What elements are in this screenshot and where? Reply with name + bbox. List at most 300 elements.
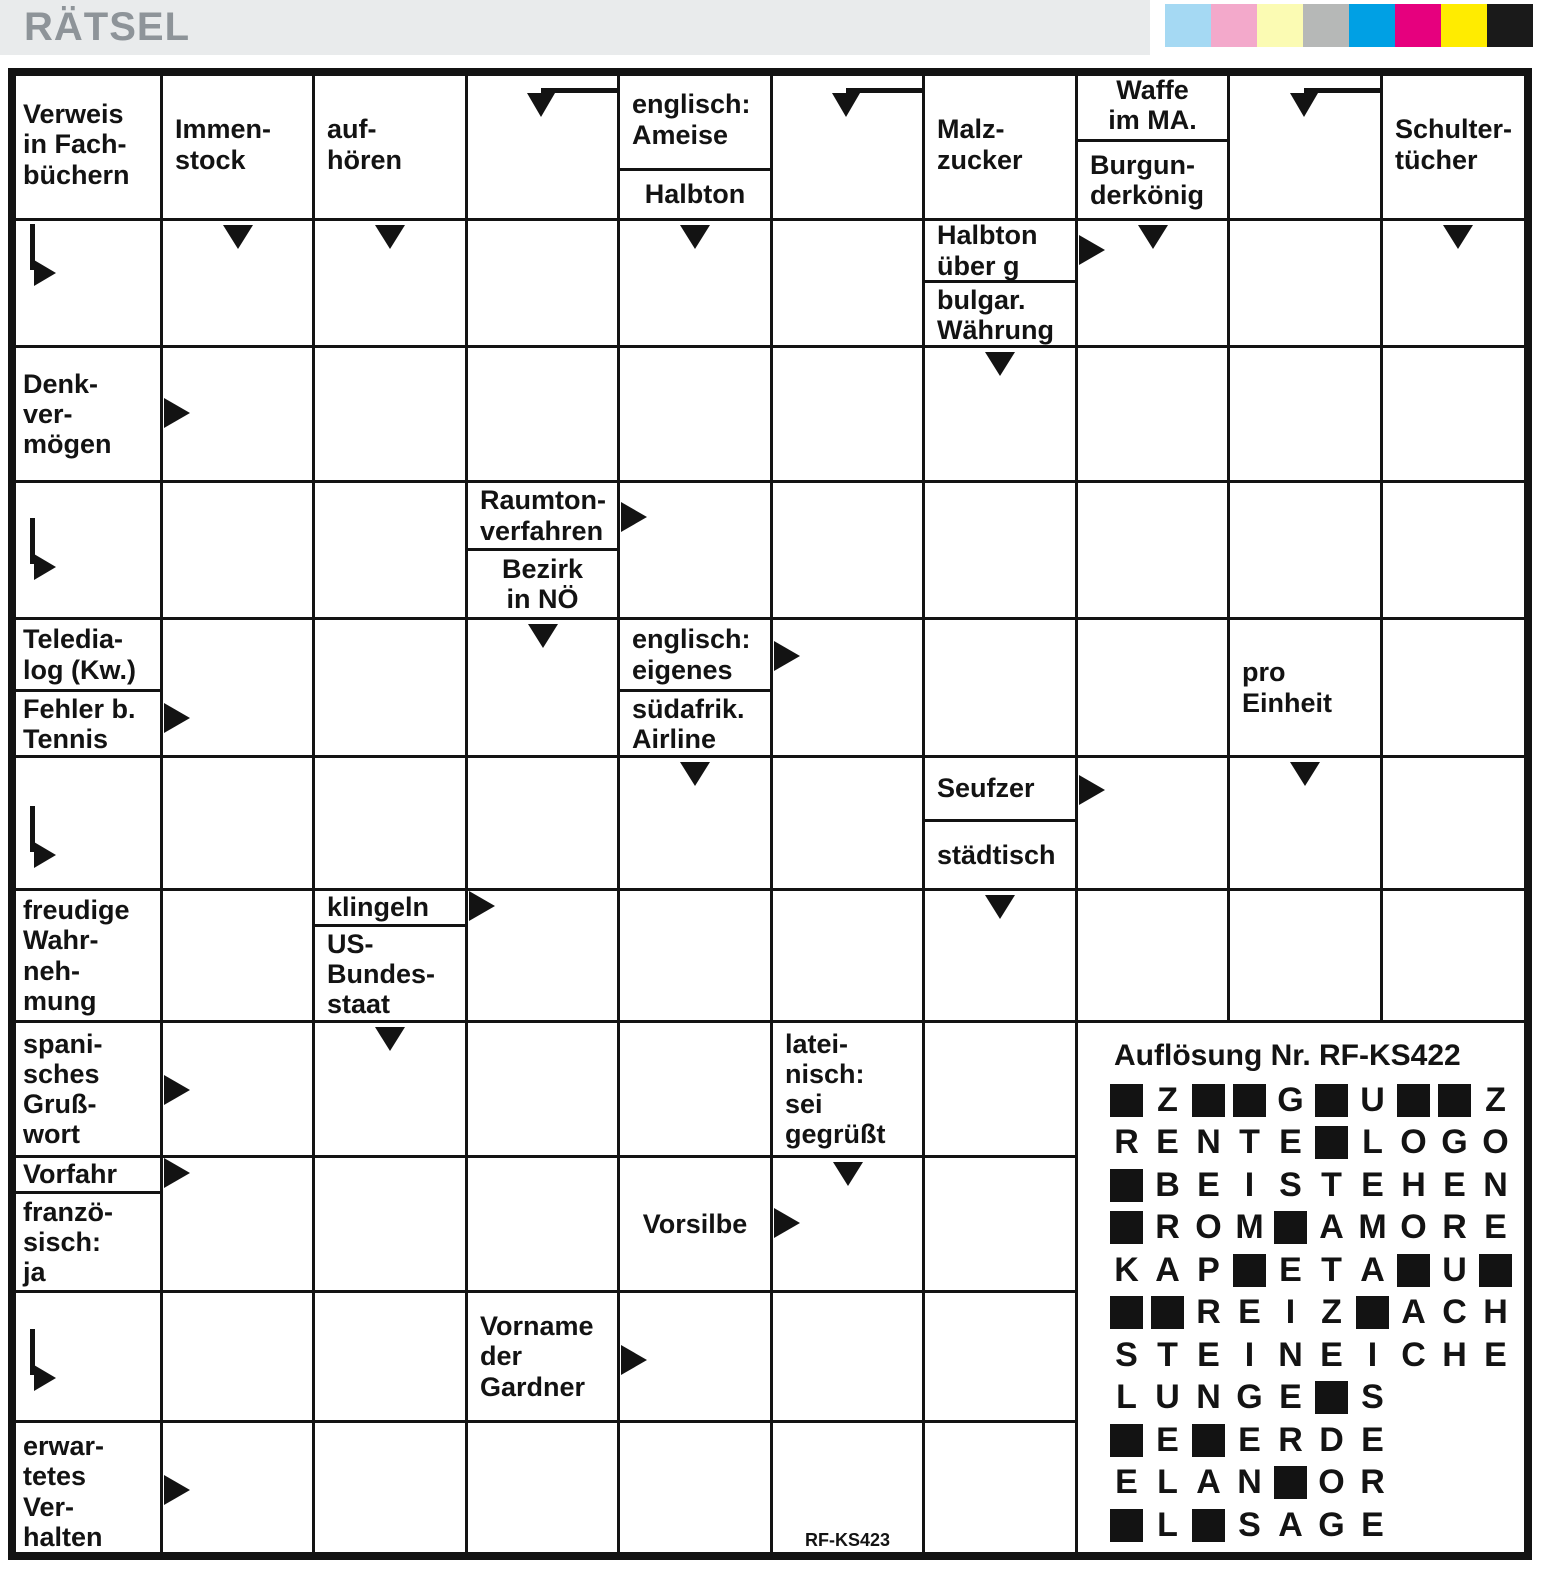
clue-cell [617, 617, 773, 758]
solution-cell: G [1236, 1378, 1263, 1417]
color-calibration-bar [1211, 4, 1257, 47]
clue-line: Schulter- [1395, 114, 1513, 145]
answer-cell [465, 755, 620, 891]
clue-cell [770, 1020, 925, 1158]
clue-line: ja [23, 1257, 46, 1288]
clue-line: sches [23, 1058, 100, 1089]
solution-row [1106, 1377, 1516, 1420]
right-arrow-icon [621, 1345, 647, 1375]
solution-row [1106, 1207, 1516, 1250]
solution-cell: R [1442, 1208, 1467, 1247]
solution-cell: U [1155, 1378, 1180, 1417]
solution-black-square [1315, 1126, 1348, 1159]
clue-line: Burgun- [1090, 149, 1195, 180]
down-arrow-icon [1138, 225, 1168, 249]
right-arrow-icon [164, 703, 190, 733]
solution-cell [1188, 1504, 1229, 1547]
answer-cell [922, 617, 1078, 758]
solution-cell [1270, 1207, 1311, 1250]
clue-line: Malz- [937, 114, 1005, 145]
solution-title: Auflösung Nr. RF-KS422 [1114, 1039, 1461, 1072]
solution-cell: P [1197, 1250, 1220, 1289]
solution-cell [1106, 1292, 1147, 1335]
solution-cell: I [1244, 1335, 1255, 1374]
solution-cell: E [1320, 1335, 1343, 1374]
right-arrow-icon [164, 398, 190, 428]
solution-cell: N [1196, 1123, 1221, 1162]
clue-line: Gardner [480, 1371, 586, 1402]
clue-section-bottom [1078, 142, 1227, 218]
solution-cell: O [1482, 1123, 1509, 1162]
solution-cell: I [1244, 1165, 1255, 1204]
solution-row [1106, 1292, 1516, 1335]
clue-cell [312, 888, 468, 1023]
solution-cell [1188, 1079, 1229, 1122]
solution-cell [1311, 1079, 1352, 1122]
answer-cell [617, 1020, 773, 1158]
clue-cell [1075, 68, 1230, 221]
solution-cell [1393, 1079, 1434, 1122]
solution-cell: E [1197, 1335, 1220, 1374]
answer-cell [770, 755, 925, 891]
answer-cell [770, 888, 925, 1023]
solution-cell [1393, 1249, 1434, 1292]
solution-cell: H [1401, 1165, 1426, 1204]
answer-cell [312, 755, 468, 891]
solution-black-square [1110, 1296, 1143, 1329]
solution-cell: I [1285, 1293, 1296, 1332]
solution-black-square [1110, 1424, 1143, 1457]
answer-cell [160, 755, 315, 891]
color-calibration-bar [1395, 4, 1441, 47]
solution-cell [1311, 1122, 1352, 1165]
solution-cell: E [1279, 1250, 1302, 1289]
solution-cell: A [1196, 1463, 1221, 1502]
clue-line: Währung [937, 315, 1054, 346]
bend-down-arrow-icon [527, 93, 555, 117]
clue-line: zucker [937, 144, 1023, 175]
clue-cell [922, 68, 1078, 221]
clue-cell [465, 480, 620, 620]
down-arrow-icon [375, 1027, 405, 1051]
clue-section [925, 71, 1075, 218]
solution-black-square [1110, 1509, 1143, 1542]
clue-line: englisch: [632, 624, 751, 655]
solution-cell [1352, 1292, 1393, 1335]
solution-black-square [1110, 1084, 1143, 1117]
clue-cell [1380, 68, 1532, 221]
solution-cell: S [1279, 1165, 1302, 1204]
clue-cell [160, 68, 315, 221]
solution-black-square [1315, 1084, 1348, 1117]
right-arrow-icon [621, 502, 647, 532]
solution-row [1106, 1334, 1516, 1377]
solution-black-square [1274, 1211, 1307, 1244]
answer-cell [1380, 480, 1532, 620]
solution-cell: U [1360, 1080, 1385, 1119]
solution-row [1106, 1504, 1516, 1547]
color-calibration-bar [1257, 4, 1303, 47]
solution-cell [1229, 1079, 1270, 1122]
answer-cell [465, 1420, 620, 1560]
solution-cell: R [1155, 1208, 1180, 1247]
answer-cell [1227, 345, 1383, 483]
clue-line: wort [23, 1119, 80, 1150]
clue-line: Fehler b. [23, 694, 136, 724]
answer-cell [312, 1420, 468, 1560]
bend-right-arrow-icon [34, 1365, 56, 1391]
answer-cell [1380, 617, 1532, 758]
solution-cell: I [1367, 1335, 1378, 1374]
clue-section [11, 348, 160, 480]
solution-cell [1147, 1292, 1188, 1335]
clue-cell [8, 1020, 163, 1158]
solution-cell: E [1197, 1165, 1220, 1204]
solution-cell: T [1157, 1335, 1178, 1374]
down-arrow-icon [985, 895, 1015, 919]
clue-cell [8, 888, 163, 1023]
solution-cell: C [1401, 1335, 1426, 1374]
answer-cell [312, 345, 468, 483]
answer-cell [770, 218, 925, 348]
clue-section [11, 1023, 160, 1155]
solution-cell: E [1484, 1335, 1507, 1374]
solution-cell: A [1401, 1293, 1426, 1332]
solution-cell: A [1278, 1505, 1303, 1544]
answer-cell [922, 1290, 1078, 1423]
solution-cell: A [1360, 1250, 1385, 1289]
answer-cell [922, 1020, 1078, 1158]
solution-cell: C [1442, 1293, 1467, 1332]
answer-cell [465, 1020, 620, 1158]
solution-cell: E [1115, 1463, 1138, 1502]
clue-section [315, 71, 465, 218]
solution-row [1106, 1164, 1516, 1207]
clue-section-bottom [11, 692, 160, 756]
clue-line: auf- [327, 114, 377, 145]
solution-cell: L [1362, 1123, 1383, 1162]
clue-line: gegrüßt [785, 1119, 886, 1150]
clue-line: freudige [23, 895, 130, 926]
clue-section-bottom [620, 171, 770, 218]
clue-line: Tennis [23, 724, 109, 755]
solution-black-square [1356, 1296, 1389, 1329]
clue-section-bottom [315, 927, 465, 1022]
down-arrow-icon [833, 1162, 863, 1186]
answer-cell [1227, 480, 1383, 620]
solution-cell: U [1442, 1250, 1467, 1289]
answer-cell [160, 888, 315, 1023]
print-color-calibration-bars [1165, 4, 1533, 47]
clue-line: tücher [1395, 144, 1478, 175]
clue-section-top [315, 891, 465, 927]
answer-cell [1075, 345, 1230, 483]
solution-cell: L [1157, 1505, 1178, 1544]
clue-line: eigenes [632, 654, 733, 685]
solution-cell: G [1277, 1080, 1304, 1119]
solution-cell: M [1235, 1208, 1264, 1247]
clue-section-bottom [11, 1194, 160, 1290]
solution-cell: N [1483, 1165, 1508, 1204]
clue-line: Ameise [632, 119, 729, 150]
solution-cell [1106, 1079, 1147, 1122]
solution-cell [1106, 1419, 1147, 1462]
bend-right-arrow-icon [34, 260, 56, 286]
solution-box [1075, 1020, 1532, 1560]
clue-line: Vorname [480, 1311, 594, 1342]
clue-line: hören [327, 144, 403, 175]
solution-cell [1311, 1377, 1352, 1420]
clue-line: derkönig [1090, 180, 1205, 210]
clue-line: über g [937, 250, 1020, 281]
solution-cell: Z [1157, 1080, 1178, 1119]
solution-cell: K [1114, 1250, 1139, 1289]
answer-cell [160, 480, 315, 620]
clue-line: pro [1242, 657, 1286, 688]
solution-black-square [1479, 1254, 1512, 1287]
right-arrow-icon [774, 641, 800, 671]
clue-line: Gruß- [23, 1089, 97, 1119]
clue-line: der [480, 1341, 523, 1372]
clue-line: sisch: [23, 1226, 102, 1257]
solution-cell: L [1157, 1463, 1178, 1502]
clue-section [11, 71, 160, 218]
right-arrow-icon [469, 891, 495, 921]
down-arrow-icon [223, 225, 253, 249]
solution-cell [1270, 1462, 1311, 1505]
solution-cell: E [1156, 1420, 1179, 1459]
solution-cell: E [1156, 1123, 1179, 1162]
solution-cell: B [1155, 1165, 1180, 1204]
clue-section [163, 71, 312, 218]
right-arrow-icon [164, 1158, 190, 1188]
right-arrow-icon [1079, 775, 1105, 805]
answer-cell [770, 1290, 925, 1423]
solution-cell: E [1484, 1208, 1507, 1247]
puzzle-id: RF-KS423 [804, 1530, 891, 1550]
clue-line: büchern [23, 159, 130, 190]
answer-cell [617, 1420, 773, 1560]
clue-line: klingeln [327, 892, 430, 923]
color-calibration-bar [1487, 4, 1533, 47]
solution-cell: A [1155, 1250, 1180, 1289]
answer-cell [312, 1155, 468, 1293]
answer-cell [1227, 888, 1383, 1023]
clue-line: erwar- [23, 1431, 105, 1462]
clue-line: tetes [23, 1461, 87, 1492]
answer-cell [1075, 480, 1230, 620]
solution-cell: O [1318, 1463, 1345, 1502]
clue-line: im MA. [1108, 105, 1197, 135]
solution-cell: H [1483, 1293, 1508, 1332]
clue-line: spani- [23, 1028, 103, 1059]
solution-black-square [1151, 1296, 1184, 1329]
answer-cell [312, 617, 468, 758]
solution-cell [1106, 1164, 1147, 1207]
clue-section [1230, 620, 1380, 755]
solution-cell: E [1238, 1293, 1261, 1332]
solution-cell: R [1114, 1123, 1139, 1162]
clue-line: Teledia- [23, 624, 124, 655]
answer-cell [160, 617, 315, 758]
solution-cell: E [1279, 1378, 1302, 1417]
solution-cell: S [1115, 1335, 1138, 1374]
solution-cell: T [1321, 1250, 1342, 1289]
solution-cell: G [1318, 1505, 1345, 1544]
solution-black-square [1397, 1254, 1430, 1287]
clue-line: franzö- [23, 1196, 113, 1227]
down-arrow-icon [1443, 225, 1473, 249]
clue-cell [312, 68, 468, 221]
clue-section [773, 1023, 922, 1155]
solution-cell: Z [1485, 1080, 1506, 1119]
clue-line: ver- [23, 398, 73, 429]
color-calibration-bar [1303, 4, 1349, 47]
clue-cell [8, 1420, 163, 1560]
solution-cell: R [1360, 1463, 1385, 1502]
clue-line: mung [23, 985, 97, 1016]
clue-line: latei- [785, 1028, 849, 1059]
right-arrow-icon [164, 1075, 190, 1105]
answer-cell [465, 218, 620, 348]
clue-line: Seufzer [937, 773, 1035, 804]
answer-cell [770, 345, 925, 483]
clue-section-top [925, 221, 1075, 283]
answer-cell [770, 617, 925, 758]
solution-black-square [1315, 1381, 1348, 1414]
solution-row [1106, 1462, 1516, 1505]
solution-cell: R [1196, 1293, 1221, 1332]
solution-cell: N [1278, 1335, 1303, 1374]
color-calibration-bar [1441, 4, 1487, 47]
solution-cell: S [1238, 1505, 1261, 1544]
answer-cell [465, 1155, 620, 1293]
clue-cell [922, 218, 1078, 348]
clue-section-top [11, 620, 160, 692]
clue-section [11, 1423, 160, 1560]
solution-cell: E [1238, 1420, 1261, 1459]
solution-black-square [1233, 1084, 1266, 1117]
solution-cell: O [1400, 1123, 1427, 1162]
page-title: RÄTSEL [24, 5, 190, 49]
solution-black-square [1438, 1084, 1471, 1117]
solution-black-square [1192, 1509, 1225, 1542]
solution-cell: O [1400, 1208, 1427, 1247]
solution-cell: E [1443, 1165, 1466, 1204]
clue-cell [8, 1155, 163, 1293]
clue-line: Immen- [175, 114, 272, 145]
clue-section-bottom [925, 822, 1075, 888]
clue-line: Verweis [23, 99, 124, 130]
solution-row [1106, 1122, 1516, 1165]
clue-line: in NÖ [506, 584, 579, 614]
solution-black-square [1110, 1211, 1143, 1244]
right-arrow-icon [1079, 235, 1105, 265]
answer-cell [1380, 345, 1532, 483]
solution-row [1106, 1249, 1516, 1292]
clue-section-top [1078, 71, 1227, 142]
solution-black-square [1192, 1084, 1225, 1117]
solution-cell: L [1116, 1378, 1137, 1417]
solution-cell: Z [1321, 1293, 1342, 1332]
clue-cell [8, 345, 163, 483]
solution-black-square [1397, 1084, 1430, 1117]
solution-grid [1106, 1079, 1516, 1547]
clue-cell [617, 68, 773, 221]
clue-cell [8, 617, 163, 758]
clue-line: US- [327, 929, 374, 959]
clue-line: Bezirk [501, 553, 584, 584]
clue-line: Vorfahr [23, 1159, 118, 1190]
answer-cell [312, 480, 468, 620]
down-arrow-icon [985, 352, 1015, 376]
solution-cell [1434, 1079, 1475, 1122]
clue-line: Denk- [23, 368, 99, 399]
clue-line: staat [327, 989, 391, 1020]
answer-cell [922, 1420, 1078, 1560]
color-calibration-bar [1165, 4, 1211, 47]
solution-cell: N [1196, 1378, 1221, 1417]
clue-section-top [925, 758, 1075, 822]
solution-cell: T [1321, 1165, 1342, 1204]
clue-section-bottom [468, 551, 617, 617]
clue-section-top [620, 620, 770, 692]
clue-line: Einheit [1242, 687, 1333, 718]
solution-cell: H [1442, 1335, 1467, 1374]
clue-section-top [468, 483, 617, 551]
clue-cell [922, 755, 1078, 891]
color-calibration-bar [1349, 4, 1395, 47]
clue-line: Halbton [937, 220, 1038, 251]
clue-line: Raumton- [480, 485, 606, 516]
clue-cell [465, 1290, 620, 1423]
answer-cell [1380, 888, 1532, 1023]
clue-line: stock [175, 144, 246, 175]
solution-cell: T [1239, 1123, 1260, 1162]
clue-section-bottom [925, 283, 1075, 347]
clue-line: Bundes- [327, 959, 435, 990]
clue-line: in Fach- [23, 129, 127, 160]
answer-cell [1075, 888, 1230, 1023]
clue-line: log (Kw.) [23, 654, 136, 685]
solution-cell: E [1361, 1505, 1384, 1544]
solution-cell [1106, 1504, 1147, 1547]
solution-cell: D [1319, 1420, 1344, 1459]
crossword-grid [8, 68, 1532, 1560]
down-arrow-icon [680, 762, 710, 786]
solution-cell: S [1361, 1378, 1384, 1417]
clue-line: halten [23, 1521, 103, 1552]
answer-cell [922, 1155, 1078, 1293]
clue-line: bulgar. [937, 285, 1026, 315]
clue-line: Halbton [644, 179, 746, 210]
clue-line: städtisch [937, 839, 1056, 870]
solution-cell [1106, 1207, 1147, 1250]
down-arrow-icon [1290, 762, 1320, 786]
clue-cell [617, 1155, 773, 1293]
answer-cell [617, 888, 773, 1023]
clue-cell [1227, 617, 1383, 758]
clue-section [468, 1293, 617, 1420]
clue-section-bottom [620, 692, 770, 756]
answer-cell [1075, 617, 1230, 758]
solution-cell [1475, 1249, 1516, 1292]
clue-line: südafrik. [632, 694, 745, 724]
clue-line: Airline [632, 724, 717, 755]
solution-black-square [1192, 1424, 1225, 1457]
clue-line: mögen [23, 429, 112, 460]
solution-cell: R [1278, 1420, 1303, 1459]
